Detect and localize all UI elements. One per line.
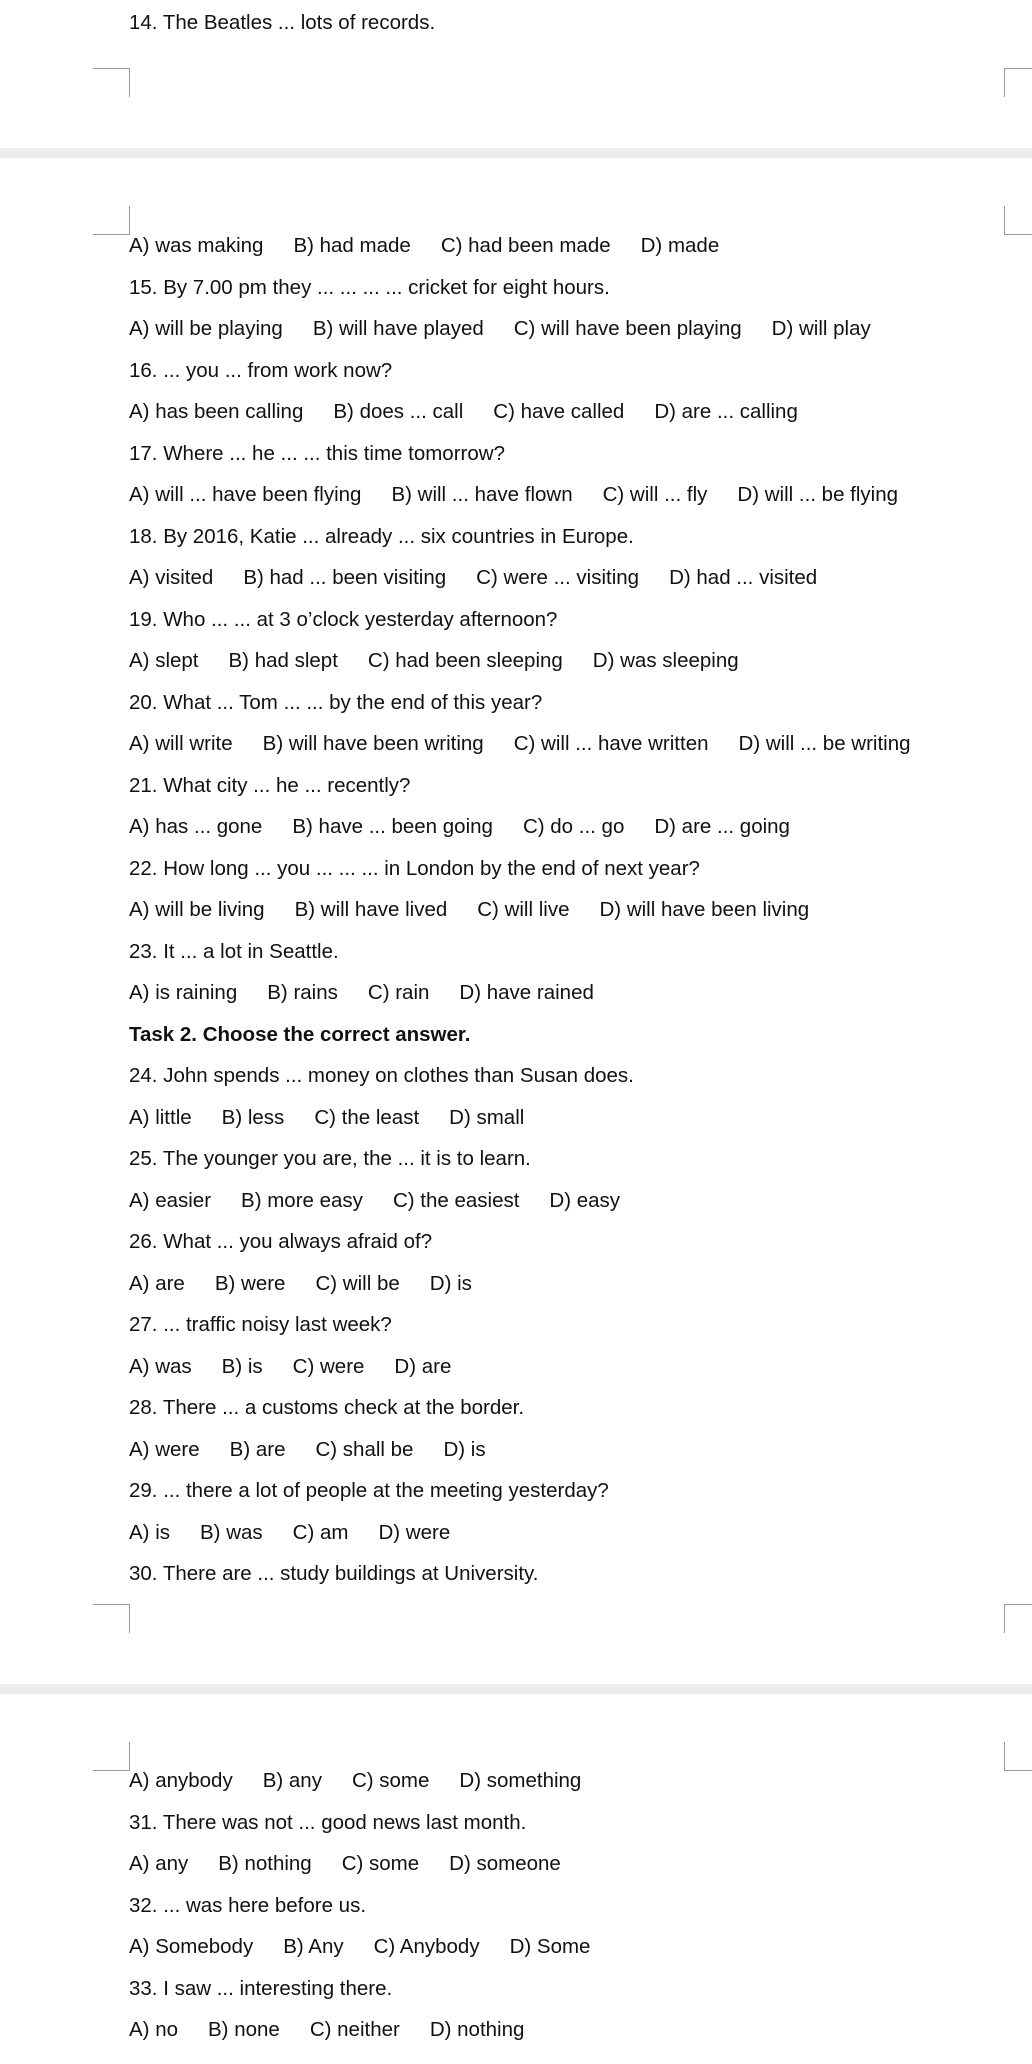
answer-option: D) are	[394, 1355, 452, 1378]
answer-option: B) will ... have flown	[391, 483, 573, 506]
answer-option: D) will have been living	[599, 898, 810, 921]
answer-option: D) someone	[449, 1852, 561, 1875]
question-text: 24. John spends ... money on clothes than Susan does.	[129, 1064, 634, 1087]
answer-option: A) will be playing	[129, 317, 283, 340]
answer-option: B) had slept	[228, 649, 338, 672]
answer-option: A) slept	[129, 649, 199, 672]
answer-options-row	[129, 980, 989, 1006]
answer-option: A) Somebody	[129, 1935, 254, 1958]
answer-option: A) is raining	[129, 981, 238, 1004]
answer-option: A) is	[129, 1521, 170, 1544]
answer-option: C) have called	[493, 400, 625, 423]
answer-option: B) will have been writing	[262, 732, 484, 755]
answer-option: B) was	[200, 1521, 263, 1544]
answer-option: C) were	[292, 1355, 365, 1378]
answer-options-row	[129, 648, 989, 674]
question-text: 23. It ... a lot in Seattle.	[129, 940, 339, 963]
question-text: 14. The Beatles ... lots of records.	[129, 11, 436, 34]
page-corner-mark	[93, 206, 130, 235]
answer-option: A) will write	[129, 732, 233, 755]
question-text: 20. What ... Tom ... ... by the end of this year?	[129, 691, 543, 714]
answer-option: A) was making	[129, 234, 264, 257]
answer-options-row	[129, 399, 989, 425]
answer-options-row	[129, 1437, 989, 1463]
question-text: 31. There was not ... good news last month.	[129, 1811, 527, 1834]
answer-option: C) Anybody	[373, 1935, 480, 1958]
answer-option: B) are	[229, 1438, 286, 1461]
answer-option: C) shall be	[315, 1438, 414, 1461]
answer-option: A) will ... have been flying	[129, 483, 362, 506]
answer-options-row	[129, 482, 989, 508]
answer-option: A) will be living	[129, 898, 265, 921]
question-text: 29. ... there a lot of people at the meeting yesterday?	[129, 1479, 609, 1502]
answer-option: D) is	[443, 1438, 486, 1461]
answer-option: C) will ... have written	[513, 732, 709, 755]
answer-option: C) had been made	[440, 234, 611, 257]
page-corner-mark	[1004, 1742, 1032, 1771]
answer-option: A) no	[129, 2018, 178, 2041]
answer-option: D) made	[640, 234, 720, 257]
answer-option: B) does ... call	[333, 400, 464, 423]
question-text: 22. How long ... you ... ... ... in London by the end of next year?	[129, 857, 700, 880]
answer-options-row	[129, 233, 989, 259]
page-separator	[0, 148, 1032, 158]
page-corner-mark	[93, 68, 130, 97]
answer-option: D) were	[378, 1521, 451, 1544]
question-text: 28. There ... a customs check at the border.	[129, 1396, 525, 1419]
answer-option: B) will have lived	[294, 898, 448, 921]
question-text: 17. Where ... he ... ... this time tomorrow?	[129, 442, 505, 465]
answer-option: D) will ... be writing	[738, 732, 911, 755]
answer-options-row	[129, 1768, 989, 1794]
answer-option: A) was	[129, 1355, 192, 1378]
answer-options-row	[129, 316, 989, 342]
task-heading: Task 2. Choose the correct answer.	[129, 1023, 471, 1046]
answer-option: D) are ... going	[654, 815, 790, 838]
answer-options-row	[129, 1105, 989, 1131]
answer-option: C) were ... visiting	[476, 566, 640, 589]
answer-option: C) will live	[477, 898, 570, 921]
answer-option: B) had ... been visiting	[243, 566, 447, 589]
answer-option: B) Any	[283, 1935, 344, 1958]
answer-option: B) nothing	[218, 1852, 312, 1875]
answer-option: C) had been sleeping	[367, 649, 563, 672]
answer-option: C) will have been playing	[513, 317, 742, 340]
page-corner-mark	[93, 1742, 130, 1771]
question-text: 16. ... you ... from work now?	[129, 359, 393, 382]
answer-option: C) some	[351, 1769, 430, 1792]
answer-option: B) is	[221, 1355, 263, 1378]
answer-option: C) will ... fly	[602, 483, 708, 506]
answer-option: D) something	[459, 1769, 582, 1792]
question-text: 19. Who ... ... at 3 o’clock yesterday afternoon?	[129, 608, 558, 631]
answer-option: D) small	[449, 1106, 525, 1129]
answer-options-row	[129, 1188, 989, 1214]
answer-option: D) will play	[771, 317, 871, 340]
answer-option: B) more easy	[241, 1189, 363, 1212]
answer-option: B) have ... been going	[292, 815, 493, 838]
answer-option: D) will ... be flying	[737, 483, 899, 506]
answer-option: D) have rained	[459, 981, 594, 1004]
question-text: 26. What ... you always afraid of?	[129, 1230, 433, 1253]
question-text: 32. ... was here before us.	[129, 1894, 367, 1917]
page-separator	[0, 1684, 1032, 1694]
answer-option: A) any	[129, 1852, 189, 1875]
question-text: 33. I saw ... interesting there.	[129, 1977, 393, 2000]
answer-option: A) easier	[129, 1189, 212, 1212]
answer-option: A) were	[129, 1438, 200, 1461]
answer-option: A) anybody	[129, 1769, 233, 1792]
answer-options-row	[129, 565, 989, 591]
answer-option: C) some	[341, 1852, 420, 1875]
document-page-3	[0, 1694, 1032, 2064]
answer-option: D) had ... visited	[669, 566, 818, 589]
answer-option: C) the least	[314, 1106, 420, 1129]
question-text: 30. There are ... study buildings at University.	[129, 1562, 539, 1585]
answer-option: A) are	[129, 1272, 185, 1295]
answer-option: D) Some	[509, 1935, 591, 1958]
answer-options-row	[129, 1354, 989, 1380]
answer-option: C) do ... go	[522, 815, 625, 838]
answer-options-row	[129, 814, 989, 840]
answer-options-row	[129, 1934, 989, 1960]
question-text: 18. By 2016, Katie ... already ... six countries in Europe.	[129, 525, 634, 548]
question-text: 27. ... traffic noisy last week?	[129, 1313, 392, 1336]
question-text: 25. The younger you are, the ... it is to learn.	[129, 1147, 531, 1170]
answer-options-row	[129, 897, 989, 923]
answer-options-row	[129, 1520, 989, 1546]
answer-option: C) will be	[315, 1272, 400, 1295]
question-text: 21. What city ... he ... recently?	[129, 774, 411, 797]
answer-option: D) was sleeping	[592, 649, 739, 672]
answer-option: B) had made	[293, 234, 411, 257]
question-text: 15. By 7.00 pm they ... ... ... ... cricket for eight hours.	[129, 276, 610, 299]
page-corner-mark	[1004, 68, 1032, 97]
page-corner-mark	[1004, 1604, 1032, 1633]
answer-options-row	[129, 731, 989, 757]
answer-option: B) any	[262, 1769, 322, 1792]
answer-option: C) the easiest	[392, 1189, 520, 1212]
answer-option: B) rains	[267, 981, 338, 1004]
page-corner-mark	[1004, 206, 1032, 235]
answer-option: C) am	[292, 1521, 349, 1544]
page-corner-mark	[93, 1604, 130, 1633]
answer-option: D) easy	[549, 1189, 621, 1212]
answer-option: A) has been calling	[129, 400, 304, 423]
answer-option: B) will have played	[312, 317, 484, 340]
answer-option: A) has ... gone	[129, 815, 263, 838]
answer-option: B) less	[221, 1106, 285, 1129]
answer-option: B) were	[214, 1272, 286, 1295]
answer-option: A) little	[129, 1106, 192, 1129]
answer-option: D) are ... calling	[654, 400, 798, 423]
answer-option: C) rain	[367, 981, 430, 1004]
answer-options-row	[129, 2017, 989, 2043]
answer-option: C) neither	[309, 2018, 400, 2041]
answer-option: B) none	[208, 2018, 280, 2041]
answer-options-row	[129, 1851, 989, 1877]
answer-option: D) is	[429, 1272, 472, 1295]
answer-option: D) nothing	[429, 2018, 525, 2041]
answer-option: A) visited	[129, 566, 214, 589]
answer-options-row	[129, 1271, 989, 1297]
